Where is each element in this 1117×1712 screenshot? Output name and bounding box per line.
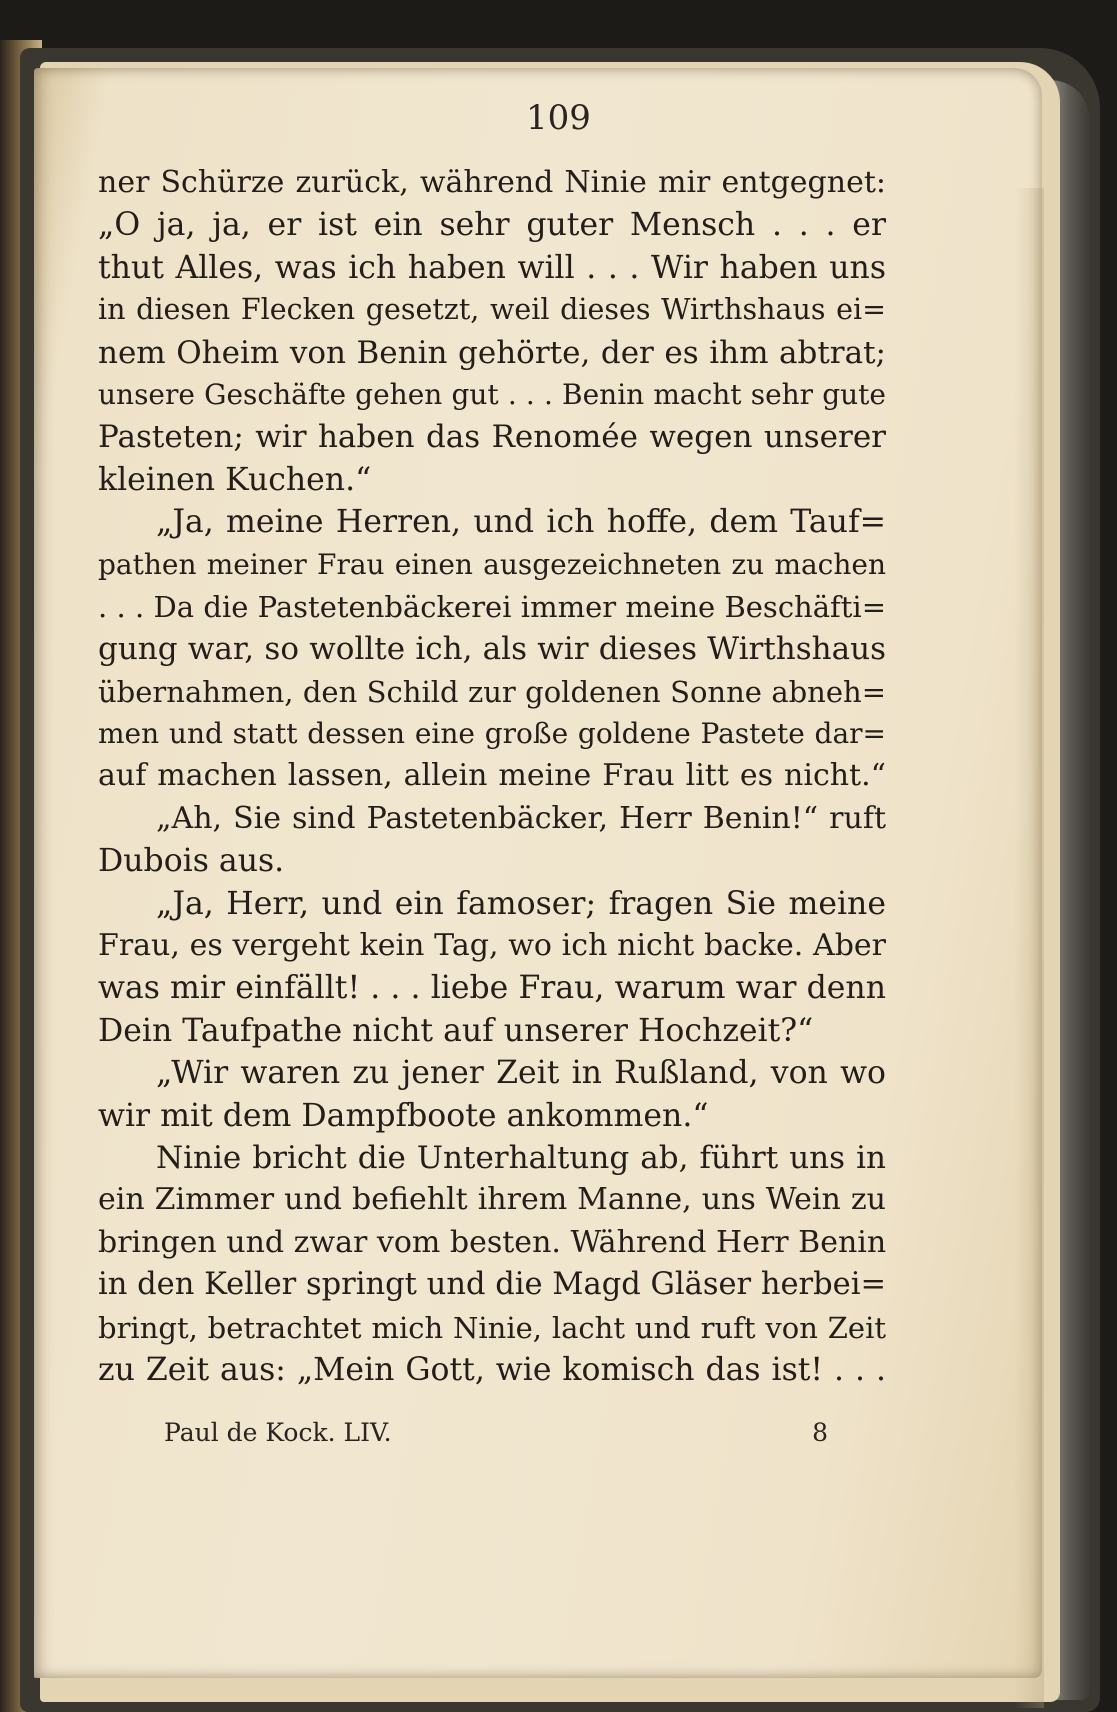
page-edge-shadow [1014,188,1044,1708]
text-line: „Wir waren zu jener Zeit in Rußland, von wo [156,1055,886,1092]
text-line: zu Zeit aus: „Mein Gott, wie komisch das ist! . . . [98,1351,886,1388]
text-line: übernahmen, den Schild zur goldenen Sonne abneh= [98,674,886,709]
text-line: thut Alles, was ich haben will . . . Wir haben uns [98,249,886,286]
signature-mark: 8 [812,1418,828,1447]
text-line: in den Keller springt und die Magd Gläser herbei= [98,1267,886,1303]
text-line: Dein Taufpathe nicht auf unserer Hochzeit?“ [98,1012,814,1049]
text-line: Pasteten; wir haben das Renomée wegen unserer [98,419,886,456]
text-line: „Ah, Sie sind Pastetenbäcker, Herr Benin!“ ruft [156,800,886,836]
text-line: nem Oheim von Benin gehörte, der es ihm abtrat; [98,334,886,371]
text-line: bringt, betrachtet mich Ninie, lacht und ruft von Zeit [98,1310,886,1345]
text-line: unsere Geschäfte gehen gut . . . Benin macht sehr gute [98,377,886,411]
footer-author: Paul de Kock. LIV. [164,1418,392,1447]
text-line: bringen und zwar vom besten. Während Herr Benin [98,1224,886,1260]
text-line: auf machen lassen, allein meine Frau litt es nicht.“ [98,758,886,794]
text-line: was mir einfällt! . . . liebe Frau, warum war denn [98,970,886,1007]
text-line: men und statt dessen eine große goldene Pastete dar= [98,717,886,751]
text-line: ein Zimmer und befiehlt ihrem Manne, uns Wein zu [98,1182,886,1218]
text-line: Dubois aus. [98,843,285,880]
page-number: 109 [526,98,591,138]
text-line: Ninie bricht die Unterhaltung ab, führt uns in [156,1139,886,1176]
text-line: . . . Da die Pastetenbäckerei immer meine Beschäfti= [98,589,886,624]
text-line: „Ja, Herr, und ein famoser; fragen Sie meine [156,885,886,922]
text-line: wir mit dem Dampfboote ankommen.“ [98,1097,709,1134]
page-text [98,162,886,1391]
text-line: pathen meiner Frau einen ausgezeichneten zu machen [98,547,886,581]
text-line: Frau, es vergeht kein Tag, wo ich nicht backe. Aber [98,928,886,964]
text-line: „O ja, ja, er ist ein sehr guter Mensch . . . er [98,207,886,244]
text-line: ner Schürze zurück, während Ninie mir entgegnet: [98,165,886,200]
text-line: „Ja, meine Herren, und ich hoffe, dem Tauf= [156,504,886,541]
text-line: in diesen Flecken gesetzt, weil dieses Wirthshaus ei= [98,293,886,327]
text-line: kleinen Kuchen.“ [98,461,372,498]
text-line: gung war, so wollte ich, als wir dieses Wirthshaus [98,631,886,668]
